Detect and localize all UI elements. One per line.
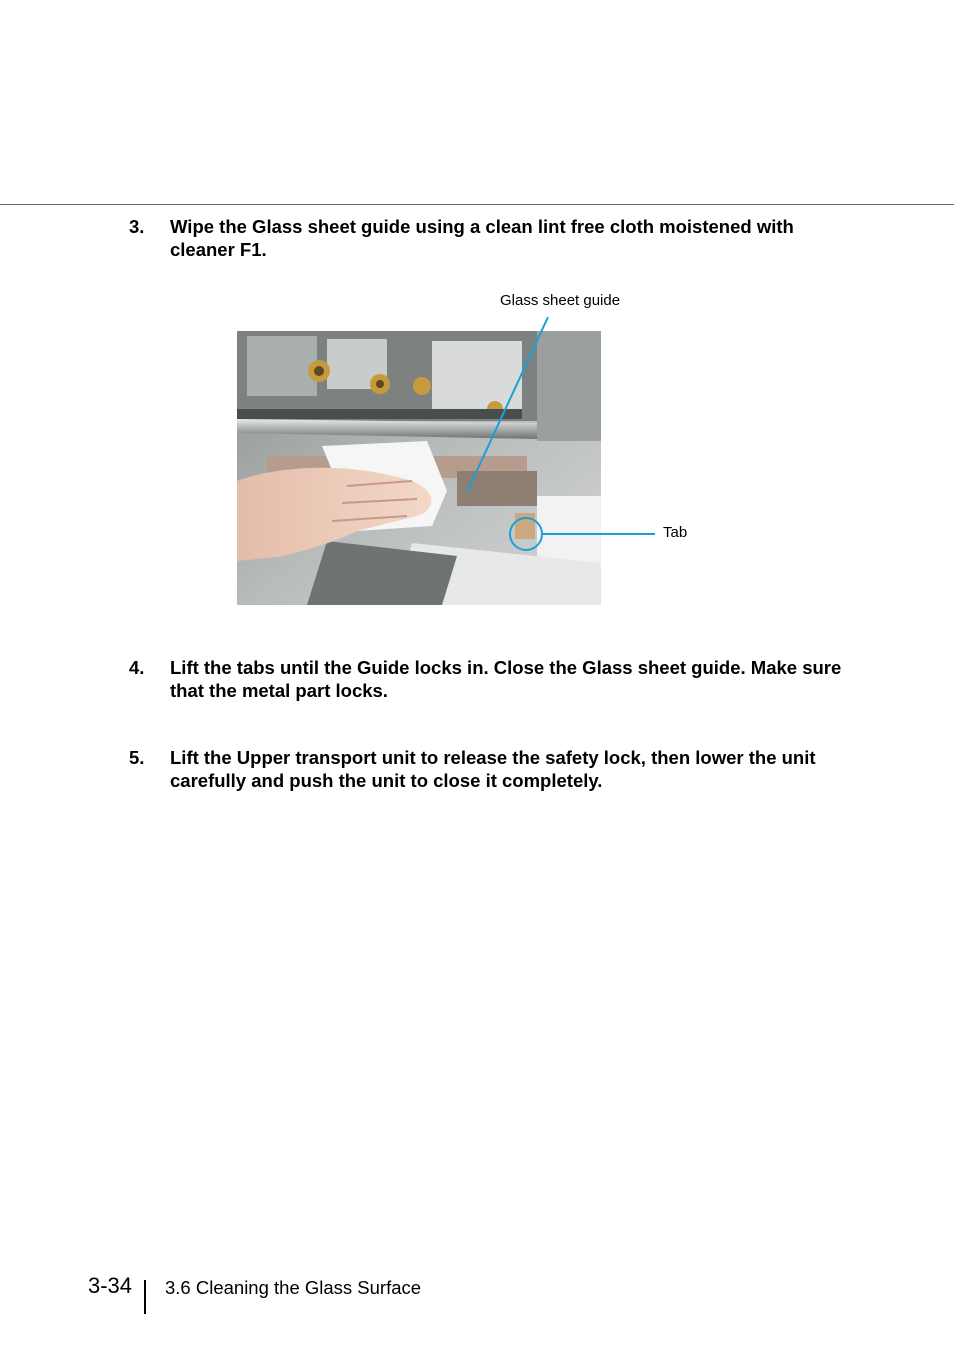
step-number: 5. [129, 747, 145, 768]
step-5 [129, 746, 849, 792]
header-rule [0, 204, 954, 205]
step-number: 3. [129, 216, 145, 237]
scanner-cleaning-photo [237, 331, 601, 605]
footer-section-title: 3.6 Cleaning the Glass Surface [165, 1277, 422, 1298]
step-number: 4. [129, 657, 145, 678]
step-text: Lift the tabs until the Guide locks in. Close the Glass sheet guide. Make sure that the metal part locks. [170, 657, 842, 701]
label-glass-sheet-guide: Glass sheet guide [500, 292, 621, 309]
footer-divider [144, 1280, 146, 1314]
step-text: Wipe the Glass sheet guide using a clean lint free cloth moistened with cleaner F1. [170, 216, 794, 260]
step-4 [129, 656, 849, 702]
step-text: Lift the Upper transport unit to release the safety lock, then lower the unit carefully and push the unit to close it completely. [170, 747, 816, 791]
step-3 [129, 215, 849, 261]
page-number: 3-34 [88, 1273, 133, 1298]
label-tab: Tab [663, 524, 688, 541]
